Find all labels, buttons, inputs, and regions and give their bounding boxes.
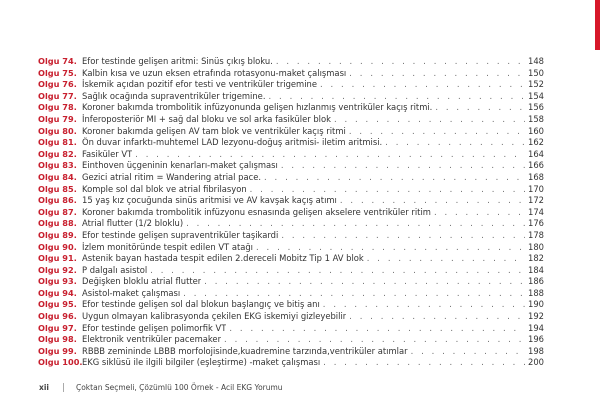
toc-entry[interactable] xyxy=(38,56,544,68)
toc-entry[interactable] xyxy=(38,68,544,80)
case-label: Olgu 81. xyxy=(38,137,77,148)
case-title: 15 yaş kız çocuğunda sinüs aritmisi ve AV kavşak kaçış atımı xyxy=(82,195,337,206)
case-label: Olgu 100. xyxy=(38,357,83,368)
case-title: Kalbin kısa ve uzun eksen etrafında rotasyonu-maket çalışması xyxy=(82,67,347,78)
case-title: Atrial flutter (1/2 bloklu) xyxy=(82,218,184,229)
dot-leader xyxy=(281,230,525,242)
case-title: Fasiküler VT xyxy=(82,148,133,159)
dot-leader xyxy=(135,149,525,161)
case-label: Olgu 78. xyxy=(38,102,77,113)
toc-entry[interactable] xyxy=(38,207,544,219)
toc-entry[interactable] xyxy=(38,242,544,254)
footer-divider xyxy=(63,383,64,392)
case-label: Olgu 92. xyxy=(38,264,77,275)
page-ref: 154 xyxy=(528,90,544,101)
page-ref: 166 xyxy=(528,160,544,171)
dot-leader xyxy=(229,323,525,335)
case-label: Olgu 87. xyxy=(38,206,77,217)
dot-leader xyxy=(349,311,525,323)
dot-leader xyxy=(323,357,525,369)
case-title: Koroner bakımda trombolitik infüzyonu esnasında gelişen akselere ventriküler ritim xyxy=(82,206,431,217)
toc-entry[interactable] xyxy=(38,172,544,184)
case-label: Olgu 97. xyxy=(38,322,77,333)
case-title: Gezici atrial ritim = Wandering atrial pace. xyxy=(82,171,262,182)
page-ref: 176 xyxy=(528,218,544,229)
page-ref: 156 xyxy=(528,102,544,113)
page-edge-marker xyxy=(595,0,600,50)
dot-leader xyxy=(435,102,525,114)
case-label: Olgu 90. xyxy=(38,241,77,252)
toc-entry[interactable] xyxy=(38,288,544,300)
toc-entry[interactable] xyxy=(38,126,544,138)
case-label: Olgu 77. xyxy=(38,90,77,101)
case-title: Efor testinde gelişen aritmi: Sinüs çıkış bloku. xyxy=(82,56,273,66)
case-label: Olgu 88. xyxy=(38,218,77,229)
case-label: Olgu 84. xyxy=(38,171,77,182)
page-ref: 158 xyxy=(528,113,544,124)
dot-leader xyxy=(385,137,525,149)
toc-entry[interactable] xyxy=(38,311,544,323)
page-ref: 198 xyxy=(528,345,544,356)
toc-entry[interactable] xyxy=(38,346,544,358)
toc-entry[interactable] xyxy=(38,323,544,335)
case-title: Efor testinde gelişen polimorfik VT xyxy=(82,322,227,333)
toc-entry[interactable] xyxy=(38,160,544,172)
dot-leader xyxy=(186,218,525,230)
page-ref: 196 xyxy=(528,334,544,345)
page-footer xyxy=(39,383,283,392)
page-ref: 150 xyxy=(528,67,544,78)
case-label: Olgu 80. xyxy=(38,125,77,136)
case-title: Astenik bayan hastada tespit edilen 2.dereceli Mobitz Tip 1 AV blok xyxy=(82,253,364,264)
dot-leader xyxy=(320,79,525,91)
toc-entry[interactable] xyxy=(38,334,544,346)
dot-leader xyxy=(411,346,525,358)
case-label: Olgu 93. xyxy=(38,276,77,287)
toc-entry[interactable] xyxy=(38,184,544,196)
case-label: Olgu 76. xyxy=(38,79,77,90)
case-label: Olgu 91. xyxy=(38,253,77,264)
toc-entry[interactable] xyxy=(38,149,544,161)
page-ref: 168 xyxy=(528,171,544,182)
case-label: Olgu 95. xyxy=(38,299,77,310)
dot-leader xyxy=(250,184,525,196)
case-title: İzlem monitöründe tespit edilen VT atağı xyxy=(82,241,254,252)
dot-leader xyxy=(349,68,525,80)
case-title: İskemik açıdan pozitif efor testi ve ventriküler trigemine xyxy=(82,79,317,90)
toc-entry[interactable] xyxy=(38,265,544,277)
case-label: Olgu 83. xyxy=(38,160,77,171)
dot-leader xyxy=(150,265,525,277)
toc-entry[interactable] xyxy=(38,114,544,126)
dot-leader xyxy=(334,114,525,126)
toc-entry[interactable] xyxy=(38,79,544,91)
case-title: Koroner bakımda gelişen AV tam blok ve ventriküler kaçış ritmi xyxy=(82,125,346,136)
table-of-contents xyxy=(38,56,544,369)
case-label: Olgu 86. xyxy=(38,195,77,206)
page-ref: 188 xyxy=(528,287,544,298)
toc-entry[interactable] xyxy=(38,102,544,114)
case-label: Olgu 79. xyxy=(38,113,77,124)
dot-leader xyxy=(224,334,525,346)
case-title: Değişken bloklu atrial flutter xyxy=(82,276,202,287)
dot-leader xyxy=(323,299,525,311)
case-title: EKG siklüsü ile ilgili bilgiler (eşleştirme) -maket çalışması xyxy=(82,357,321,368)
page-ref: 192 xyxy=(528,311,544,322)
case-title: Koroner bakımda trombolitik infüzyonunda gelişen hızlanmış ventriküler kaçış ritmi. xyxy=(82,102,433,113)
dot-leader xyxy=(281,160,525,172)
case-label: Olgu 85. xyxy=(38,183,77,194)
case-title: Einthoven üçgeninin kenarları-maket çalışması xyxy=(82,160,278,171)
toc-entry[interactable] xyxy=(38,218,544,230)
case-title: Sağlık ocağında supraventriküler trigemine. xyxy=(82,90,266,101)
case-label: Olgu 99. xyxy=(38,345,77,356)
dot-leader xyxy=(349,126,525,138)
dot-leader xyxy=(367,253,525,265)
page-ref: 164 xyxy=(528,148,544,159)
dot-leader xyxy=(183,288,525,300)
case-title: Komple sol dal blok ve atrial fibrilasyon xyxy=(82,183,247,194)
page-ref: 184 xyxy=(528,264,544,275)
page-ref: 160 xyxy=(528,125,544,136)
page-ref: 172 xyxy=(528,195,544,206)
page-ref: 174 xyxy=(528,206,544,217)
toc-entry[interactable] xyxy=(38,137,544,149)
toc-entry[interactable] xyxy=(38,299,544,311)
toc-entry[interactable] xyxy=(38,276,544,288)
case-label: Olgu 82. xyxy=(38,148,77,159)
case-title: Efor testinde gelişen supraventriküler taşikardi xyxy=(82,229,279,240)
page-ref: 194 xyxy=(528,322,544,333)
dot-leader xyxy=(276,56,525,68)
case-label: Olgu 74. xyxy=(38,56,77,66)
toc-entry[interactable] xyxy=(38,357,544,369)
toc-entry[interactable] xyxy=(38,195,544,207)
page-ref: 182 xyxy=(528,253,544,264)
dot-leader xyxy=(264,172,525,184)
dot-leader xyxy=(434,207,525,219)
case-title: Efor testinde gelişen sol dal blokun başlangıç ve bitiş anı xyxy=(82,299,320,310)
page-ref: 170 xyxy=(528,183,544,194)
case-label: Olgu 96. xyxy=(38,311,77,322)
toc-entry[interactable] xyxy=(38,253,544,265)
case-label: Olgu 89. xyxy=(38,229,77,240)
case-label: Olgu 75. xyxy=(38,67,77,78)
case-label: Olgu 94. xyxy=(38,287,77,298)
page-ref: 152 xyxy=(528,79,544,90)
dot-leader xyxy=(340,195,525,207)
case-label: Olgu 98. xyxy=(38,334,77,345)
dot-leader xyxy=(269,91,525,103)
case-title: Ön duvar infarktı-muhtemel LAD lezyonu-doğuş aritmisi- iletim aritmisi. xyxy=(82,137,383,148)
case-title: P dalgalı asistol xyxy=(82,264,148,275)
page-ref: 180 xyxy=(528,241,544,252)
dot-leader xyxy=(204,276,525,288)
page-ref: 200 xyxy=(528,357,544,368)
page-ref: 186 xyxy=(528,276,544,287)
dot-leader xyxy=(256,242,525,254)
book-title: Çoktan Seçmeli, Çözümlü 100 Örnek - Acil EKG Yorumu xyxy=(75,383,283,392)
case-title: Uygun olmayan kalibrasyonda çekilen EKG iskemiyi gizleyebilir xyxy=(82,311,347,322)
page-number: xii xyxy=(39,383,49,392)
case-title: Asistol-maket çalışması xyxy=(82,287,181,298)
page-ref: 148 xyxy=(528,56,544,66)
page-ref: 178 xyxy=(528,229,544,240)
case-title: RBBB zemininde LBBB morfolojisinde,kuadremine tarzında,ventriküler atımlar xyxy=(82,345,408,356)
toc-entry[interactable] xyxy=(38,91,544,103)
case-title: Elektronik ventriküler pacemaker xyxy=(82,334,222,345)
toc-entry[interactable] xyxy=(38,230,544,242)
case-title: İnferoposteriör MI + sağ dal bloku ve sol arka fasiküler blok xyxy=(82,113,331,124)
page-ref: 190 xyxy=(528,299,544,310)
page-ref: 162 xyxy=(528,137,544,148)
